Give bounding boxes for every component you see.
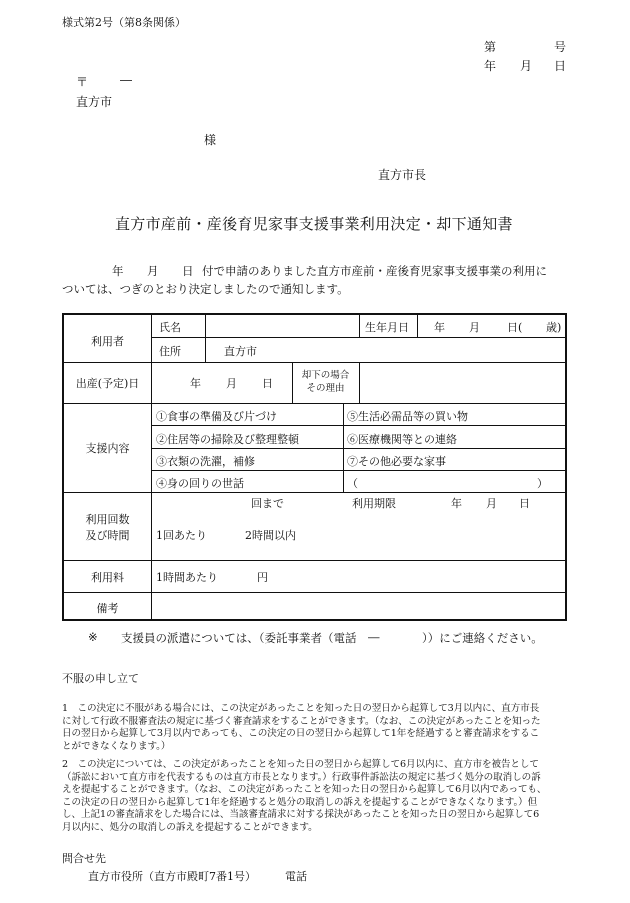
date-day: 日 [554,59,567,73]
usage-year: 年 [451,497,462,510]
intro-year: 年 [112,264,124,278]
usage-hours: 2時間以内 [245,529,296,542]
due-year: 年 [190,377,201,390]
appeal-heading: 不服の申し立て [62,672,139,685]
doc-number-suffix: 号 [554,40,567,54]
intro-line1: 付で申請のありました直方市産前・産後育児家事支援事業の利用に [202,264,547,278]
support-item-2: ②住居等の掃除及び整理整頓 [156,433,299,446]
birth-day: 日( [507,321,523,334]
intro-day: 日 [182,264,194,278]
doc-number-prefix: 第 [484,40,497,54]
usage-per: 1回あたり [156,529,207,542]
usage-month: 月 [486,497,497,510]
appeal-paragraph-1: 1 この決定に不服がある場合には、この決定があったことを知った日の翌日から起算して3月以内に、直方市長 に対して行政不服審査法の規定に基づく審査請求をすることができます。（なお、この決定があったことを知った 日の翌日から起算して3月以内であっても、この決定の日の翌日から起算して1年を経過すると審査請求をするこ とができなくなります。） [62,703,541,752]
fee-per: 1時間あたり [156,571,218,584]
support-item-4: ④身の回りの世話 [156,477,244,490]
sender: 直方市長 [378,168,427,182]
inquiry-phone: 電話 [285,870,307,883]
due-day: 日 [262,377,273,390]
usage-period-label: 利用期限 [352,497,396,510]
user-label: 利用者 [91,335,124,348]
fee-label: 利用料 [91,571,124,584]
address-value: 直方市 [224,345,257,358]
decision-table [62,313,567,621]
intro-month: 月 [147,264,159,278]
note-dash: ― [368,630,380,644]
support-item-5: ⑤生活必需品等の買い物 [347,410,468,423]
appeal-paragraph-2: 2 この決定については、この決定があったことを知った日の翌日から起算して6月以内に、直方市を被告として （訴訟において直方市を代表するものは直方市長となります。）行政事件訴訟法の規定に基づく処分の取消しの訴 えを提起することができます。（なお、この決定があったことを知った日の翌日から起算して6月以内であっても、 この決定の日の翌日から起算して1年を経過すると処分の取消しの訴えを提起することができなくなります。）但 し、上記1の審査請求をした場合には、当該審査請求に対する採決があったことを知った日の翌日から起算して6 月以内に、処分の取消しの訴えを提起することができます。 [62,759,547,833]
inquiry-office: 直方市役所（直方市殿町7番1号） [88,870,256,883]
birth-year: 年 [434,321,445,334]
postal-mark: 〒 [76,75,89,89]
remarks-label: 備考 [96,602,119,615]
page-title: 直方市産前・産後育児家事支援事業利用決定・却下通知書 [115,215,513,233]
form-number: 様式第2号（第8条関係） [62,16,186,29]
address-city: 直方市 [76,95,113,109]
reject-reason-label-2: その理由 [306,383,345,394]
name-label: 氏名 [159,321,181,334]
support-label: 支援内容 [85,442,130,455]
birth-age: 歳) [546,321,562,334]
birthdate-label: 生年月日 [365,321,409,334]
date-year: 年 [484,59,497,73]
support-item-1: ①食事の準備及び片づけ [156,410,277,423]
due-date-label: 出産(予定)日 [75,377,140,390]
support-item-3: ③衣類の洗濯，補修 [156,455,255,468]
intro-line2: ついては、つぎのとおり決定しましたので通知します。 [62,282,349,296]
usage-label-2: 及び時間 [85,529,130,542]
fee-unit: 円 [257,571,268,584]
postal-dash: ― [120,73,132,87]
other-close-paren: ） [537,477,548,490]
birth-month: 月 [469,321,480,334]
address-label: 住所 [159,345,181,358]
due-month: 月 [226,377,237,390]
note-end: ））にご連絡ください。 [422,631,543,645]
usage-day: 日 [519,497,530,510]
support-item-7: ⑦その他必要な家事 [347,455,446,468]
honorific: 様 [204,133,217,147]
reject-reason-label-1: 却下の場合 [301,370,350,381]
note-text: 支援員の派遣については、（委託事業者（電話 [121,631,357,645]
date-month: 月 [520,59,533,73]
other-open-paren: （ [347,477,358,490]
support-item-6: ⑥医療機関等との連絡 [347,433,457,446]
note-mark: ※ [88,630,98,644]
usage-label-1: 利用回数 [85,513,130,526]
usage-until: 回まで [251,497,284,510]
inquiry-heading: 問合せ先 [62,852,106,865]
